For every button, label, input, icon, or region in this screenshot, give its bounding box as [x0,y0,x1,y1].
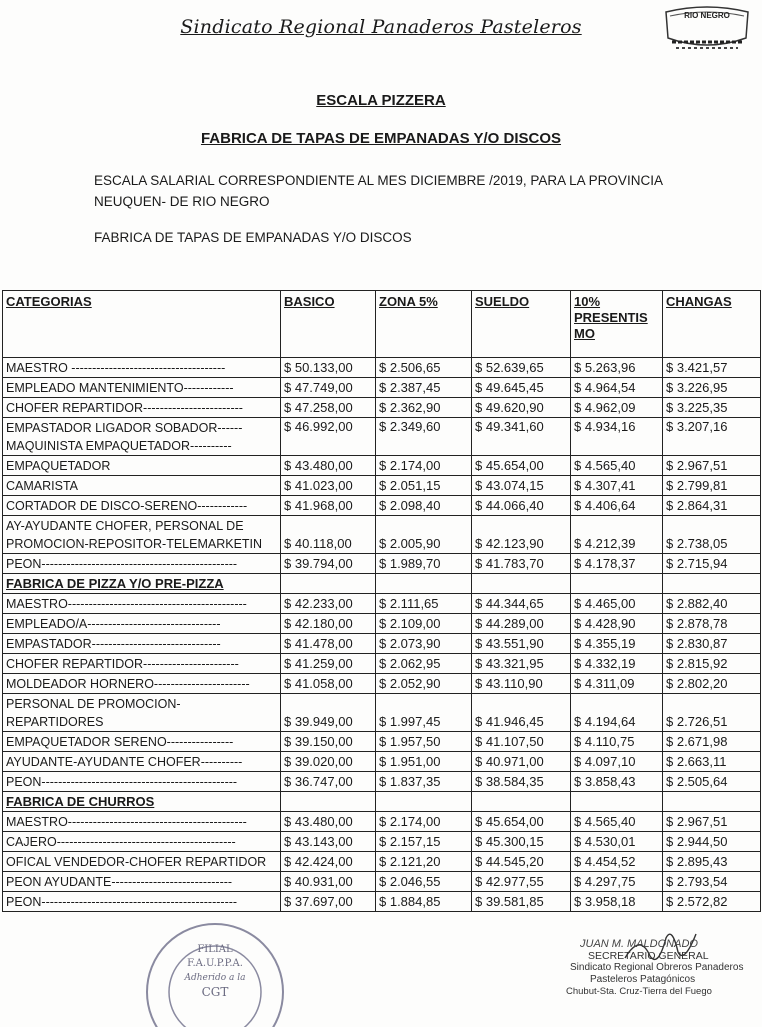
changas-cell: $ 2.967,51 [663,812,761,832]
presentismo-cell: $ 4.934,16 [571,418,663,456]
svg-text:FILIAL: FILIAL [197,944,233,955]
section-title: FABRICA DE PIZZA Y/O PRE-PIZZA [3,574,281,594]
presentismo-cell: $ 4.212,39 [571,516,663,554]
empty-cell [376,574,472,594]
category-cell: MOLDEADOR HORNERO----------------------- [3,674,281,694]
sueldo-cell: $ 41.783,70 [472,554,571,574]
presentismo-cell: $ 4.565,40 [571,812,663,832]
empty-cell [663,792,761,812]
svg-text:F.A.U.P.P.A.: F.A.U.P.P.A. [187,958,243,969]
basico-cell: $ 41.259,00 [281,654,376,674]
column-header-categorias: CATEGORIAS [3,291,281,358]
presentismo-cell: $ 4.194,64 [571,694,663,732]
basico-cell: $ 41.023,00 [281,476,376,496]
changas-cell: $ 3.225,35 [663,398,761,418]
sueldo-cell: $ 45.654,00 [472,812,571,832]
basico-cell: $ 39.150,00 [281,732,376,752]
intro-line-2: NEUQUEN- DE RIO NEGRO [94,194,270,209]
basico-cell: $ 39.949,00 [281,694,376,732]
zona-cell: $ 2.387,45 [376,378,472,398]
table-row [3,358,761,378]
changas-cell: $ 3.421,57 [663,358,761,378]
presentismo-cell: $ 4.297,75 [571,872,663,892]
changas-cell: $ 2.799,81 [663,476,761,496]
table-row [3,872,761,892]
changas-cell: $ 2.882,40 [663,594,761,614]
table-row [3,852,761,872]
table-row [3,694,761,732]
table-row [3,496,761,516]
table-row [3,418,761,456]
sueldo-cell: $ 52.639,65 [472,358,571,378]
category-cell: AYUDANTE-AYUDANTE CHOFER---------- [3,752,281,772]
changas-cell: $ 2.738,05 [663,516,761,554]
section-header-row [3,792,761,812]
table-row [3,832,761,852]
column-header-changas: CHANGAS [663,291,761,358]
sueldo-cell: $ 43.110,90 [472,674,571,694]
zona-cell: $ 2.109,00 [376,614,472,634]
sueldo-cell: $ 45.654,00 [472,456,571,476]
sueldo-cell: $ 44.289,00 [472,614,571,634]
svg-text:CGT: CGT [201,985,229,999]
empty-cell [663,574,761,594]
zona-cell: $ 2.506,65 [376,358,472,378]
section-header-row [3,574,761,594]
basico-cell: $ 42.424,00 [281,852,376,872]
zona-cell: $ 2.051,15 [376,476,472,496]
zona-cell: $ 2.174,00 [376,456,472,476]
changas-cell: $ 2.967,51 [663,456,761,476]
zona-cell: $ 1.997,45 [376,694,472,732]
signatory-role: SECRETARIO GENERAL [588,950,709,962]
basico-cell: $ 41.478,00 [281,634,376,654]
zona-cell: $ 2.121,20 [376,852,472,872]
changas-cell: $ 2.802,20 [663,674,761,694]
table-row [3,892,761,912]
signatory-org-line-3: Chubut-Sta. Cruz-Tierra del Fuego [566,986,712,997]
zona-cell: $ 1.957,50 [376,732,472,752]
table-row [3,378,761,398]
presentismo-cell: $ 4.964,54 [571,378,663,398]
sueldo-cell: $ 40.971,00 [472,752,571,772]
sueldo-cell: $ 44.344,65 [472,594,571,614]
intro-subheading: FABRICA DE TAPAS DE EMPANADAS Y/O DISCOS [94,230,412,245]
sueldo-cell: $ 44.066,40 [472,496,571,516]
changas-cell: $ 3.207,16 [663,418,761,456]
table-row [3,812,761,832]
presentismo-cell: $ 4.465,00 [571,594,663,614]
empty-cell [571,792,663,812]
sueldo-cell: $ 43.551,90 [472,634,571,654]
table-row [3,554,761,574]
basico-cell: $ 50.133,00 [281,358,376,378]
table-row [3,398,761,418]
zona-cell: $ 2.052,90 [376,674,472,694]
empty-cell [281,792,376,812]
sueldo-cell: $ 43.321,95 [472,654,571,674]
category-cell: MAESTRO------------------------------------------- [3,812,281,832]
category-cell: EMPLEADO MANTENIMIENTO------------ [3,378,281,398]
sueldo-cell: $ 49.620,90 [472,398,571,418]
table-row [3,614,761,634]
basico-cell: $ 40.118,00 [281,516,376,554]
changas-cell: $ 2.793,54 [663,872,761,892]
sueldo-cell: $ 41.946,45 [472,694,571,732]
basico-cell: $ 36.747,00 [281,772,376,792]
sueldo-cell: $ 41.107,50 [472,732,571,752]
column-header-zona: ZONA 5% [376,291,472,358]
basico-cell: $ 39.794,00 [281,554,376,574]
presentismo-cell: $ 4.428,90 [571,614,663,634]
category-cell: PEON AYUDANTE----------------------------- [3,872,281,892]
document-title: ESCALA PIZZERA [316,92,446,109]
salary-table [2,290,761,912]
changas-cell: $ 2.726,51 [663,694,761,732]
zona-cell: $ 1.951,00 [376,752,472,772]
category-cell: PEON----------------------------------------------- [3,772,281,792]
table-header-row [3,291,761,358]
changas-cell: $ 2.864,31 [663,496,761,516]
basico-cell: $ 41.968,00 [281,496,376,516]
category-cell: EMPASTADOR------------------------------- [3,634,281,654]
zona-cell: $ 1.837,35 [376,772,472,792]
empty-cell [376,792,472,812]
changas-cell: $ 2.895,43 [663,852,761,872]
zona-cell: $ 2.073,90 [376,634,472,654]
table-row [3,772,761,792]
category-cell: OFICAL VENDEDOR-CHOFER REPARTIDOR [3,852,281,872]
presentismo-cell: $ 4.097,10 [571,752,663,772]
presentismo-cell: $ 4.110,75 [571,732,663,752]
changas-cell: $ 3.226,95 [663,378,761,398]
category-cell: CAMARISTA [3,476,281,496]
table-row [3,752,761,772]
presentismo-cell: $ 4.962,09 [571,398,663,418]
changas-cell: $ 2.815,92 [663,654,761,674]
sueldo-cell: $ 39.581,85 [472,892,571,912]
sueldo-cell: $ 43.074,15 [472,476,571,496]
category-cell: AY-AYUDANTE CHOFER, PERSONAL DE PROMOCION-REPOSITOR-TELEMARKETIN [3,516,281,554]
basico-cell: $ 43.143,00 [281,832,376,852]
presentismo-cell: $ 3.958,18 [571,892,663,912]
intro-paragraph [94,170,734,212]
empty-cell [281,574,376,594]
presentismo-cell: $ 4.355,19 [571,634,663,654]
zona-cell: $ 2.046,55 [376,872,472,892]
basico-cell: $ 43.480,00 [281,812,376,832]
column-header-presentismo: 10% PRESENTIS MO [571,291,663,358]
svg-text:Adherido a la: Adherido a la [184,973,246,983]
sueldo-cell: $ 49.341,60 [472,418,571,456]
signatory-org-line-1: Sindicato Regional Obreros Panaderos [570,962,744,973]
table-row [3,654,761,674]
sueldo-cell: $ 49.645,45 [472,378,571,398]
zona-cell: $ 1.989,70 [376,554,472,574]
category-cell: MAESTRO ------------------------------------- [3,358,281,378]
zona-cell: $ 2.005,90 [376,516,472,554]
changas-cell: $ 2.663,11 [663,752,761,772]
svg-text:RIO NEGRO: RIO NEGRO [684,11,730,20]
sueldo-cell: $ 42.977,55 [472,872,571,892]
sueldo-cell: $ 44.545,20 [472,852,571,872]
basico-cell: $ 42.233,00 [281,594,376,614]
zona-cell: $ 2.157,15 [376,832,472,852]
zona-cell: $ 1.884,85 [376,892,472,912]
category-cell: CORTADOR DE DISCO-SERENO------------ [3,496,281,516]
changas-cell: $ 2.715,94 [663,554,761,574]
table-row [3,456,761,476]
category-cell: EMPAQUETADOR [3,456,281,476]
section-title: FABRICA DE CHURROS [3,792,281,812]
basico-cell: $ 47.258,00 [281,398,376,418]
empty-cell [472,574,571,594]
zona-cell: $ 2.111,65 [376,594,472,614]
category-cell: PERSONAL DE PROMOCION- REPARTIDORES [3,694,281,732]
basico-cell: $ 42.180,00 [281,614,376,634]
sueldo-cell: $ 42.123,90 [472,516,571,554]
category-cell: EMPAQUETADOR SERENO---------------- [3,732,281,752]
empty-cell [571,574,663,594]
basico-cell: $ 39.020,00 [281,752,376,772]
presentismo-cell: $ 3.858,43 [571,772,663,792]
union-logo [660,4,754,58]
category-cell: MAESTRO------------------------------------------- [3,594,281,614]
changas-cell: $ 2.830,87 [663,634,761,654]
changas-cell: $ 2.572,82 [663,892,761,912]
table-row [3,732,761,752]
category-cell: CAJERO------------------------------------------- [3,832,281,852]
category-cell: CHOFER REPARTIDOR------------------------ [3,398,281,418]
basico-cell: $ 40.931,00 [281,872,376,892]
signatory-org-line-2: Pasteleros Patagónicos [590,974,696,985]
organization-name: Sindicato Regional Panaderos Pasteleros [180,16,582,38]
document-subtitle: FABRICA DE TAPAS DE EMPANADAS Y/O DISCOS [200,130,562,147]
zona-cell: $ 2.174,00 [376,812,472,832]
presentismo-cell: $ 5.263,96 [571,358,663,378]
changas-cell: $ 2.944,50 [663,832,761,852]
table-row [3,516,761,554]
presentismo-cell: $ 4.406,64 [571,496,663,516]
table-row [3,634,761,654]
table-row [3,594,761,614]
column-header-sueldo: SUELDO [472,291,571,358]
category-cell: PEON----------------------------------------------- [3,554,281,574]
table-row [3,674,761,694]
intro-line-1: ESCALA SALARIAL CORRESPONDIENTE AL MES DICIEMBRE /2019, PARA LA PROVINCIA [94,173,663,188]
basico-cell: $ 41.058,00 [281,674,376,694]
zona-cell: $ 2.098,40 [376,496,472,516]
zona-cell: $ 2.062,95 [376,654,472,674]
basico-cell: $ 43.480,00 [281,456,376,476]
presentismo-cell: $ 4.565,40 [571,456,663,476]
basico-cell: $ 47.749,00 [281,378,376,398]
category-cell: EMPASTADOR LIGADOR SOBADOR------ MAQUINISTA EMPAQUETADOR---------- [3,418,281,456]
presentismo-cell: $ 4.178,37 [571,554,663,574]
signatory-name: JUAN M. MALDONADO [580,938,698,950]
changas-cell: $ 2.505,64 [663,772,761,792]
changas-cell: $ 2.878,78 [663,614,761,634]
table-row [3,476,761,496]
empty-cell [472,792,571,812]
presentismo-cell: $ 4.332,19 [571,654,663,674]
category-cell: CHOFER REPARTIDOR----------------------- [3,654,281,674]
column-header-basico: BASICO [281,291,376,358]
presentismo-cell: $ 4.454,52 [571,852,663,872]
sueldo-cell: $ 45.300,15 [472,832,571,852]
category-cell: PEON----------------------------------------------- [3,892,281,912]
sueldo-cell: $ 38.584,35 [472,772,571,792]
presentismo-cell: $ 4.307,41 [571,476,663,496]
basico-cell: $ 46.992,00 [281,418,376,456]
changas-cell: $ 2.671,98 [663,732,761,752]
zona-cell: $ 2.349,60 [376,418,472,456]
presentismo-cell: $ 4.530,01 [571,832,663,852]
zona-cell: $ 2.362,90 [376,398,472,418]
basico-cell: $ 37.697,00 [281,892,376,912]
union-stamp [140,902,290,1027]
presentismo-cell: $ 4.311,09 [571,674,663,694]
category-cell: EMPLEADO/A-------------------------------- [3,614,281,634]
